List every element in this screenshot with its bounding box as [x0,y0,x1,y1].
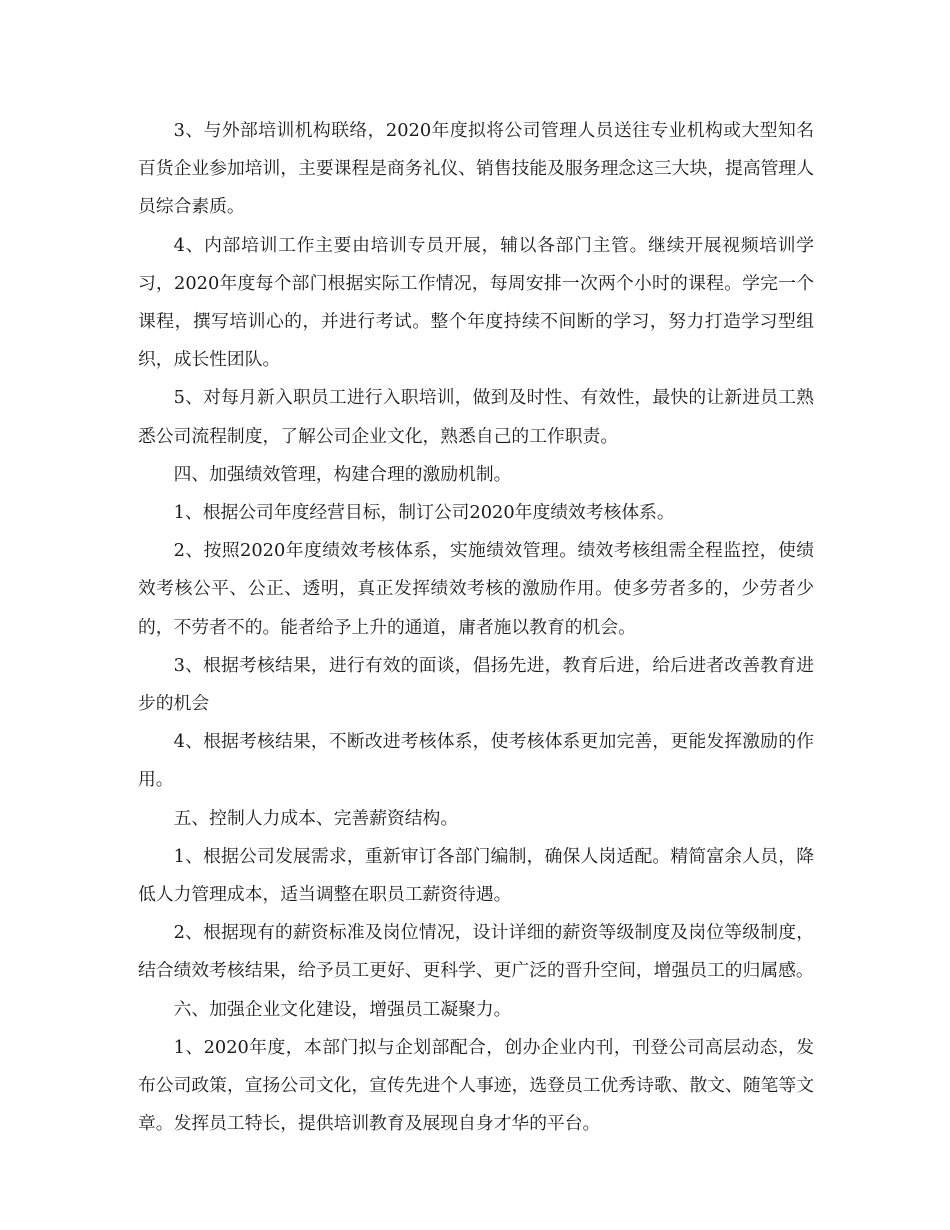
document-body [138,112,814,1143]
section-heading-performance: 四、加强绩效管理，构建合理的激励机制。 [173,463,512,485]
section-heading-cost: 五、控制人力成本、完善薪资结构。 [173,807,459,829]
paragraph-cost-2: 2、根据现有的薪资标准及岗位情况，设计详细的薪资等级制度及岗位等级制度，结合绩效考核结果，给予员工更好、更科学、更广泛的晋升空间，增强员工的归属感。 [138,922,814,982]
paragraph-cost-1: 1、根据公司发展需求，重新审订各部门编制，确保人岗适配。精简富余人员，降低人力管理成本，适当调整在职员工薪资待遇。 [138,845,814,906]
paragraph-training-external: 3、与外部培训机构联络，2020年度拟将公司管理人员送往专业机构或大型知名百货企业参加培训，主要课程是商务礼仪、销售技能及服务理念这三大块，提高管理人员综合素质。 [138,120,814,218]
paragraph-performance-1: 1、根据公司年度经营目标，制订公司2020年度绩效考核体系。 [173,502,675,524]
paragraph-training-onboarding: 5、对每月新入职员工进行入职培训，做到及时性、有效性，最快的让新进员工熟悉公司流程制度，了解公司企业文化，熟悉自己的工作职责。 [138,387,814,447]
section-heading-culture: 六、加强企业文化建设，增强员工凝聚力。 [173,998,512,1020]
paragraph-performance-4: 4、根据考核结果，不断改进考核体系，使考核体系更加完善，更能发挥激励的作用。 [138,731,814,791]
paragraph-training-internal: 4、内部培训工作主要由培训专员开展，辅以各部门主管。继续开展视频培训学习，2020年度每个部门根据实际工作情况，每周安排一次两个小时的课程。学完一个课程，撰写培训心的，并进行考试。整个年度持续不间断的学习，努力打造学习型组织，成长性团队。 [138,234,814,371]
paragraph-performance-2: 2、按照2020年度绩效考核体系，实施绩效管理。绩效考核组需全程监控，使绩效考核公平、公正、透明，真正发挥绩效考核的激励作用。使多劳者多的，少劳者少的，不劳者不的。能者给予上升的通道，庸者施以教育的机会。 [138,540,814,638]
paragraph-performance-3: 3、根据考核结果，进行有效的面谈，倡扬先进，教育后进，给后进者改善教育进步的机会 [138,654,814,715]
paragraph-culture-1: 1、2020年度，本部门拟与企划部配合，创办企业内刊，刊登公司高层动态，发布公司政策，宣扬公司文化，宣传先进个人事迹，选登员工优秀诗歌、散文、随笔等文章。发挥员工特长，提供培训教育及展现自身才华的平台。 [138,1036,814,1135]
